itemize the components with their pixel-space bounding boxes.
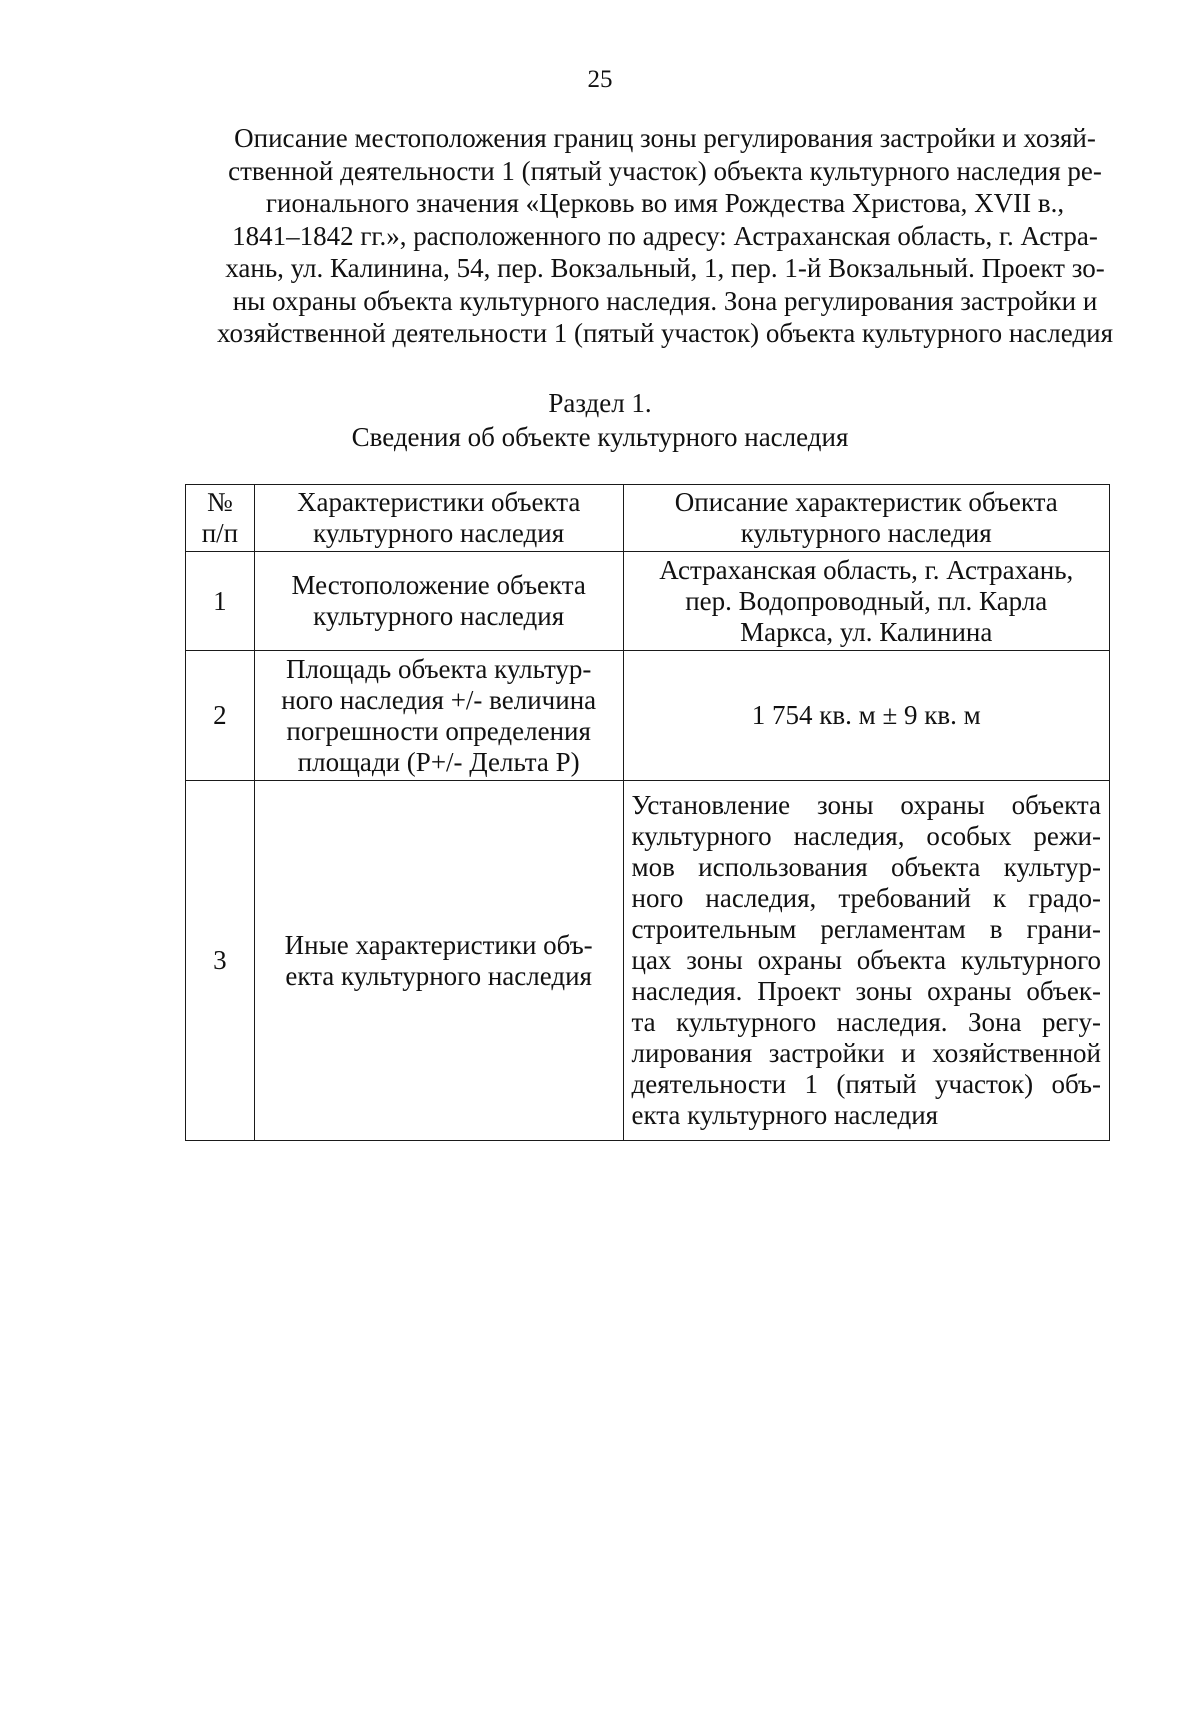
characteristic-line: ного наследия +/- величина (281, 684, 597, 715)
header-characteristics-line: Характеристики объекта (296, 487, 581, 517)
characteristic-line: погрешности определения (286, 715, 591, 746)
description-line: цах зоны охраны объекта культурного (631, 945, 1101, 975)
row-characteristic (254, 552, 623, 651)
title-line: хозяйственной деятельности 1 (пятый участок) объекта культурного наследия (217, 318, 1113, 348)
row-characteristic (254, 651, 623, 781)
row-characteristic (254, 781, 623, 1141)
title-line: Описание местоположения границ зоны регулирования застройки и хозяй- (234, 123, 1096, 153)
row-description (623, 651, 1110, 781)
description-line: Астраханская область, г. Астрахань, (659, 554, 1074, 585)
row-description (623, 552, 1110, 651)
header-description-line: культурного наследия (740, 518, 992, 548)
header-num-line: № (207, 487, 233, 517)
header-description (623, 485, 1110, 552)
characteristic-line: культурного наследия (313, 601, 565, 631)
table-row (186, 552, 1110, 651)
row-number: 3 (186, 781, 255, 1141)
title-line: ственной деятельности 1 (пятый участок) объекта культурного наследия ре- (228, 155, 1102, 186)
header-characteristics (254, 485, 623, 552)
header-characteristics-line: культурного наследия (313, 518, 565, 548)
characteristic-line: екта культурного наследия (285, 960, 592, 991)
title-line: гионального значения «Церковь во имя Рождества Христова, XVII в., (265, 188, 1065, 218)
header-num (186, 485, 255, 552)
row-description (623, 781, 1110, 1141)
title-line: 1841–1842 гг.», расположенного по адресу: Астраханская область, г. Астра- (232, 220, 1098, 251)
characteristic-line: Местоположение объекта (291, 570, 586, 600)
section-heading (0, 386, 1200, 454)
document-title (190, 122, 1140, 350)
description-line: ного наследия, требований к градо- (631, 883, 1101, 913)
table-row (186, 651, 1110, 781)
description-line: деятельности 1 (пятый участок) объ- (631, 1069, 1101, 1099)
table-row (186, 781, 1110, 1141)
description-line: культурного наследия, особых режи- (631, 821, 1101, 851)
description-line: пер. Водопроводный, пл. Карла (685, 585, 1048, 616)
description-line: 1 754 кв. м ± 9 кв. м (751, 700, 981, 730)
section-number: Раздел 1. (548, 388, 652, 418)
description-line: та культурного наследия. Зона регу- (631, 1007, 1101, 1037)
description-line: строительным регламентам в грани- (631, 914, 1101, 944)
description-line: екта культурного наследия (631, 1100, 939, 1130)
description-line: Установление зоны охраны объекта (631, 790, 1101, 820)
description-line: наследия. Проект зоны охраны объек- (631, 976, 1101, 1006)
title-line: ны охраны объекта культурного наследия. Зона регулирования застройки и (232, 285, 1098, 316)
row-number: 1 (186, 552, 255, 651)
header-num-line: п/п (201, 518, 239, 548)
description-line: лирования застройки и хозяйственной (631, 1038, 1101, 1068)
characteristic-line: площади (Р+/- Дельта Р) (297, 746, 580, 777)
heritage-info-table (185, 484, 1110, 1141)
title-line: хань, ул. Калинина, 54, пер. Вокзальный, 1, пер. 1-й Вокзальный. Проект зо- (225, 253, 1105, 283)
page-number: 25 (587, 66, 613, 93)
header-description-line: Описание характеристик объекта (674, 487, 1058, 517)
characteristic-line: Площадь объекта культур- (285, 653, 592, 684)
description-line: Маркса, ул. Калинина (740, 616, 993, 647)
section-title: Сведения об объекте культурного наследия (351, 422, 849, 452)
table-header-row (186, 485, 1110, 552)
description-line: мов использования объекта культур- (631, 852, 1101, 882)
row-number: 2 (186, 651, 255, 781)
characteristic-line: Иные характеристики объ- (284, 929, 593, 960)
